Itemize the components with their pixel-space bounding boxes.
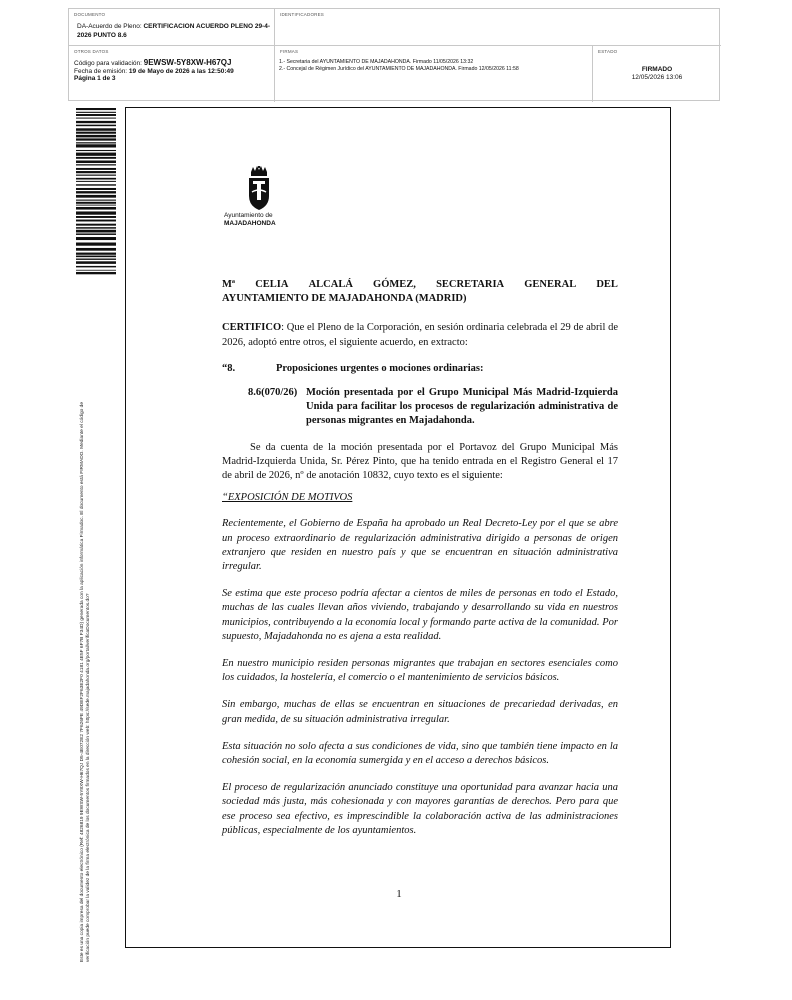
- barcode-bar: [76, 144, 116, 147]
- document-title: [222, 278, 618, 306]
- barcode-bar: [76, 259, 116, 260]
- barcode-bar: [76, 138, 116, 140]
- document-body: [222, 278, 618, 851]
- page-number: 1: [396, 888, 402, 900]
- barcode-bar: [76, 132, 116, 134]
- documento-text: [77, 23, 274, 40]
- barcode-bar: [76, 207, 116, 210]
- barcode-bar: [76, 114, 116, 116]
- title-line-1: [222, 278, 618, 292]
- title-word: DEL: [596, 279, 618, 290]
- otros-datos-cell: [69, 46, 275, 102]
- fecha-prefix: Fecha de emisión:: [74, 67, 129, 75]
- barcode-bar: [76, 157, 116, 159]
- signature-metadata-table: [68, 8, 720, 101]
- section-title: Proposiciones urgentes o mociones ordinarias:: [276, 362, 484, 374]
- identificadores-cell: [275, 9, 721, 46]
- estado-label: ESTADO: [598, 49, 618, 54]
- barcode-bar: [76, 237, 116, 240]
- verification-side-note: [80, 282, 92, 962]
- logo-text: [224, 212, 298, 228]
- firmas-cell: [275, 46, 593, 102]
- logo-line-2: MAJADAHONDA: [224, 220, 276, 227]
- title-word: ALCALÁ: [308, 279, 353, 290]
- barcode-bar: [76, 142, 116, 143]
- codigo-prefix: Código para validación:: [74, 60, 144, 67]
- documento-prefix: DA-Acuerdo de Pleno:: [77, 23, 144, 30]
- subsection-number: 8.6(070/26): [248, 387, 298, 399]
- firma-2: 2.- Concejal de Régimen Jurídico del AYUNTAMIENTO DE MAJADAHONDA. Firmado 12/05/2026 11:58: [279, 66, 519, 72]
- motivos-paragraph-2: Se estima que este proceso podría afectar a cientos de miles de personas en todo el Estado, muchas de las cuales llevan años viviendo, trabajando y desarrollando su vida en nuestros municipios, contribuyendo a la economía local y formando parte activa de la comunidad. Por supuesto, Majadahonda no es ajena a esta realidad.: [222, 588, 618, 642]
- firma-1: 1.- Secretaria del AYUNTAMIENTO DE MAJADAHONDA. Firmado 11/05/2026 13:32: [279, 59, 474, 65]
- barcode-bar: [76, 233, 116, 235]
- motivos-paragraph-6: El proceso de regularización anunciado constituye una oportunidad para avanzar hacia una sociedad más justa, más cohesionada y con mayores garantías de derechos. Pero para que ese proceso sea efectivo, es imprescindible la colaboración activa de las administraciones públicas, especialmente de los ayuntamientos.: [222, 782, 618, 836]
- motivos-paragraph-3: En nuestro municipio residen personas migrantes que trabajan en sectores esenciales como los cuidados, la hostelería, el comercio o el mantenimiento de servicios básicos.: [222, 658, 618, 684]
- barcode-bar: [76, 118, 116, 119]
- otros-datos-label: OTROS DATOS: [74, 49, 109, 54]
- title-word: GÓMEZ,: [373, 279, 416, 290]
- barcode-bar: [76, 270, 116, 271]
- certifico-paragraph: [222, 321, 618, 349]
- fecha-emision: 19 de Mayo de 2026 a las 12:50:49: [128, 67, 234, 75]
- barcode-bar: [76, 261, 116, 264]
- barcode-bar: [76, 184, 116, 185]
- barcode-bar: [76, 171, 116, 173]
- section-number: “8.: [222, 362, 236, 374]
- title-word: GENERAL: [524, 279, 577, 290]
- barcode-bar: [76, 202, 116, 204]
- side-note-line-2: verificación puede comprobar la validez de la firma electrónica de los documentos firmados en la dirección web: https://sede.majadahonda.org/portal/verificaDocumentos.do?: [86, 593, 92, 962]
- barcode-bar: [76, 181, 116, 182]
- documento-value: CERTIFICACION ACUERDO PLENO 29-4-2026 PUNTO 8.6: [77, 23, 271, 39]
- document-page: [125, 107, 671, 948]
- barcode-bar: [76, 112, 116, 113]
- documento-cell: [69, 9, 275, 46]
- barcode-bar: [76, 216, 116, 218]
- motivos-paragraph-4: Sin embargo, muchas de ellas se encuentran en situaciones de precariedad derivadas, en gran medida, de su situación administrativa irregular.: [222, 699, 618, 725]
- barcode-bar: [76, 243, 116, 246]
- barcode-bar: [76, 220, 116, 222]
- barcode-bar: [76, 191, 116, 193]
- title-word: SECRETARIA: [436, 279, 505, 290]
- barcode-bar: [76, 160, 116, 163]
- barcode-bar: [76, 195, 116, 198]
- barcode-bar: [76, 272, 116, 274]
- section-heading: [222, 362, 618, 376]
- exposicion-heading: “EXPOSICIÓN DE MOTIVOS: [222, 492, 353, 504]
- title-word: Mª: [222, 279, 236, 290]
- title-word: CELIA: [255, 279, 289, 290]
- barcode-bar: [76, 200, 116, 201]
- logo-line-1: Ayuntamiento de: [224, 212, 273, 219]
- ayuntamiento-logo: [218, 166, 298, 228]
- barcode-bar: [76, 168, 116, 170]
- estado-value: FIRMADO: [641, 66, 673, 73]
- barcode-icon: [76, 108, 116, 275]
- motivos-paragraph-5: Esta situación no solo afecta a sus condiciones de vida, sino que también tiene impacto en la cohesión social, en la economía sumergida y en el acceso a derechos básicos.: [222, 740, 618, 767]
- barcode-bar: [76, 164, 116, 165]
- subsection-title: Moción presentada por el Grupo Municipal Más Madrid-Izquierda Unida para facilitar los procesos de regularización administrativa de personas migrantes en Majadahonda.: [306, 387, 618, 427]
- title-line-2: AYUNTAMIENTO DE MAJADAHONDA (MADRID): [222, 293, 467, 305]
- barcode-bar: [76, 175, 116, 176]
- barcode-bar: [76, 230, 116, 233]
- barcode-bar: [76, 266, 116, 267]
- barcode-bar: [76, 128, 116, 131]
- barcode-bar: [76, 227, 116, 228]
- barcode-bar: [76, 153, 116, 156]
- barcode-bar: [76, 150, 116, 151]
- identificadores-label: IDENTIFICADORES: [280, 12, 325, 17]
- barcode-bar: [76, 125, 116, 127]
- documento-label: DOCUMENTO: [74, 12, 106, 17]
- barcode-bar: [76, 224, 116, 226]
- side-note-line-1: Este es una copia impresa del documento electrónico (Ref: 4826819 9EWSW-5Y8XW-H67QJ D5-4E072E2 7F626FE 49DEF2F63E2F0 4181 4E5F 6F7B F34D) generada con la aplicación informática Firmadoc. El documento está FIRMADO. Mediante el código de: [80, 401, 85, 962]
- firmas-label: FIRMAS: [280, 49, 299, 54]
- otros-datos-text: [74, 59, 234, 83]
- estado-cell: [593, 46, 721, 102]
- certifico-bold: CERTIFICO: [222, 322, 282, 334]
- barcode-bar: [76, 253, 116, 255]
- validation-code: 9EWSW-5Y8XW-H67QJ: [143, 58, 232, 67]
- cuenta-paragraph: Se da cuenta de la moción presentada por el Portavoz del Grupo Municipal Más Madrid-Izquierda Unida, Sr. Pérez Pinto, que ha tenido entrada en el Registro General el 17 de abril de 2026, nº de anotación 10832, cuyo texto es el siguiente:: [222, 441, 618, 482]
- barcode-bar: [76, 256, 116, 258]
- firmas-list: [279, 59, 519, 73]
- barcode-bar: [76, 211, 116, 214]
- subsection-heading: [248, 386, 618, 429]
- barcode-bar: [76, 135, 116, 138]
- estado-fecha: 12/05/2026 13:06: [631, 74, 683, 81]
- barcode-bar: [76, 178, 116, 180]
- pagina-count: Página 1 de 3: [74, 75, 116, 82]
- barcode-bar: [76, 188, 116, 190]
- barcode-bar: [76, 205, 116, 206]
- barcode-bar: [76, 121, 116, 123]
- estado-text: [593, 66, 721, 82]
- motivos-paragraph-1: Recientemente, el Gobierno de España ha aprobado un Real Decreto-Ley por el que se abre un proceso extraordinario de regularización administrativa dirigido a personas de origen extranjero que residen en nuestro país y que se encuentran en situación administrativa irregular.: [222, 518, 618, 573]
- certifico-text: : Que el Pleno de la Corporación, en sesión ordinaria celebrada el 29 de abril de 2026, adoptó entre otros, el siguiente acuerdo, en extracto:: [222, 322, 618, 348]
- barcode-bar: [76, 248, 116, 251]
- coat-of-arms-icon: [246, 166, 272, 212]
- barcode-bar: [76, 108, 116, 110]
